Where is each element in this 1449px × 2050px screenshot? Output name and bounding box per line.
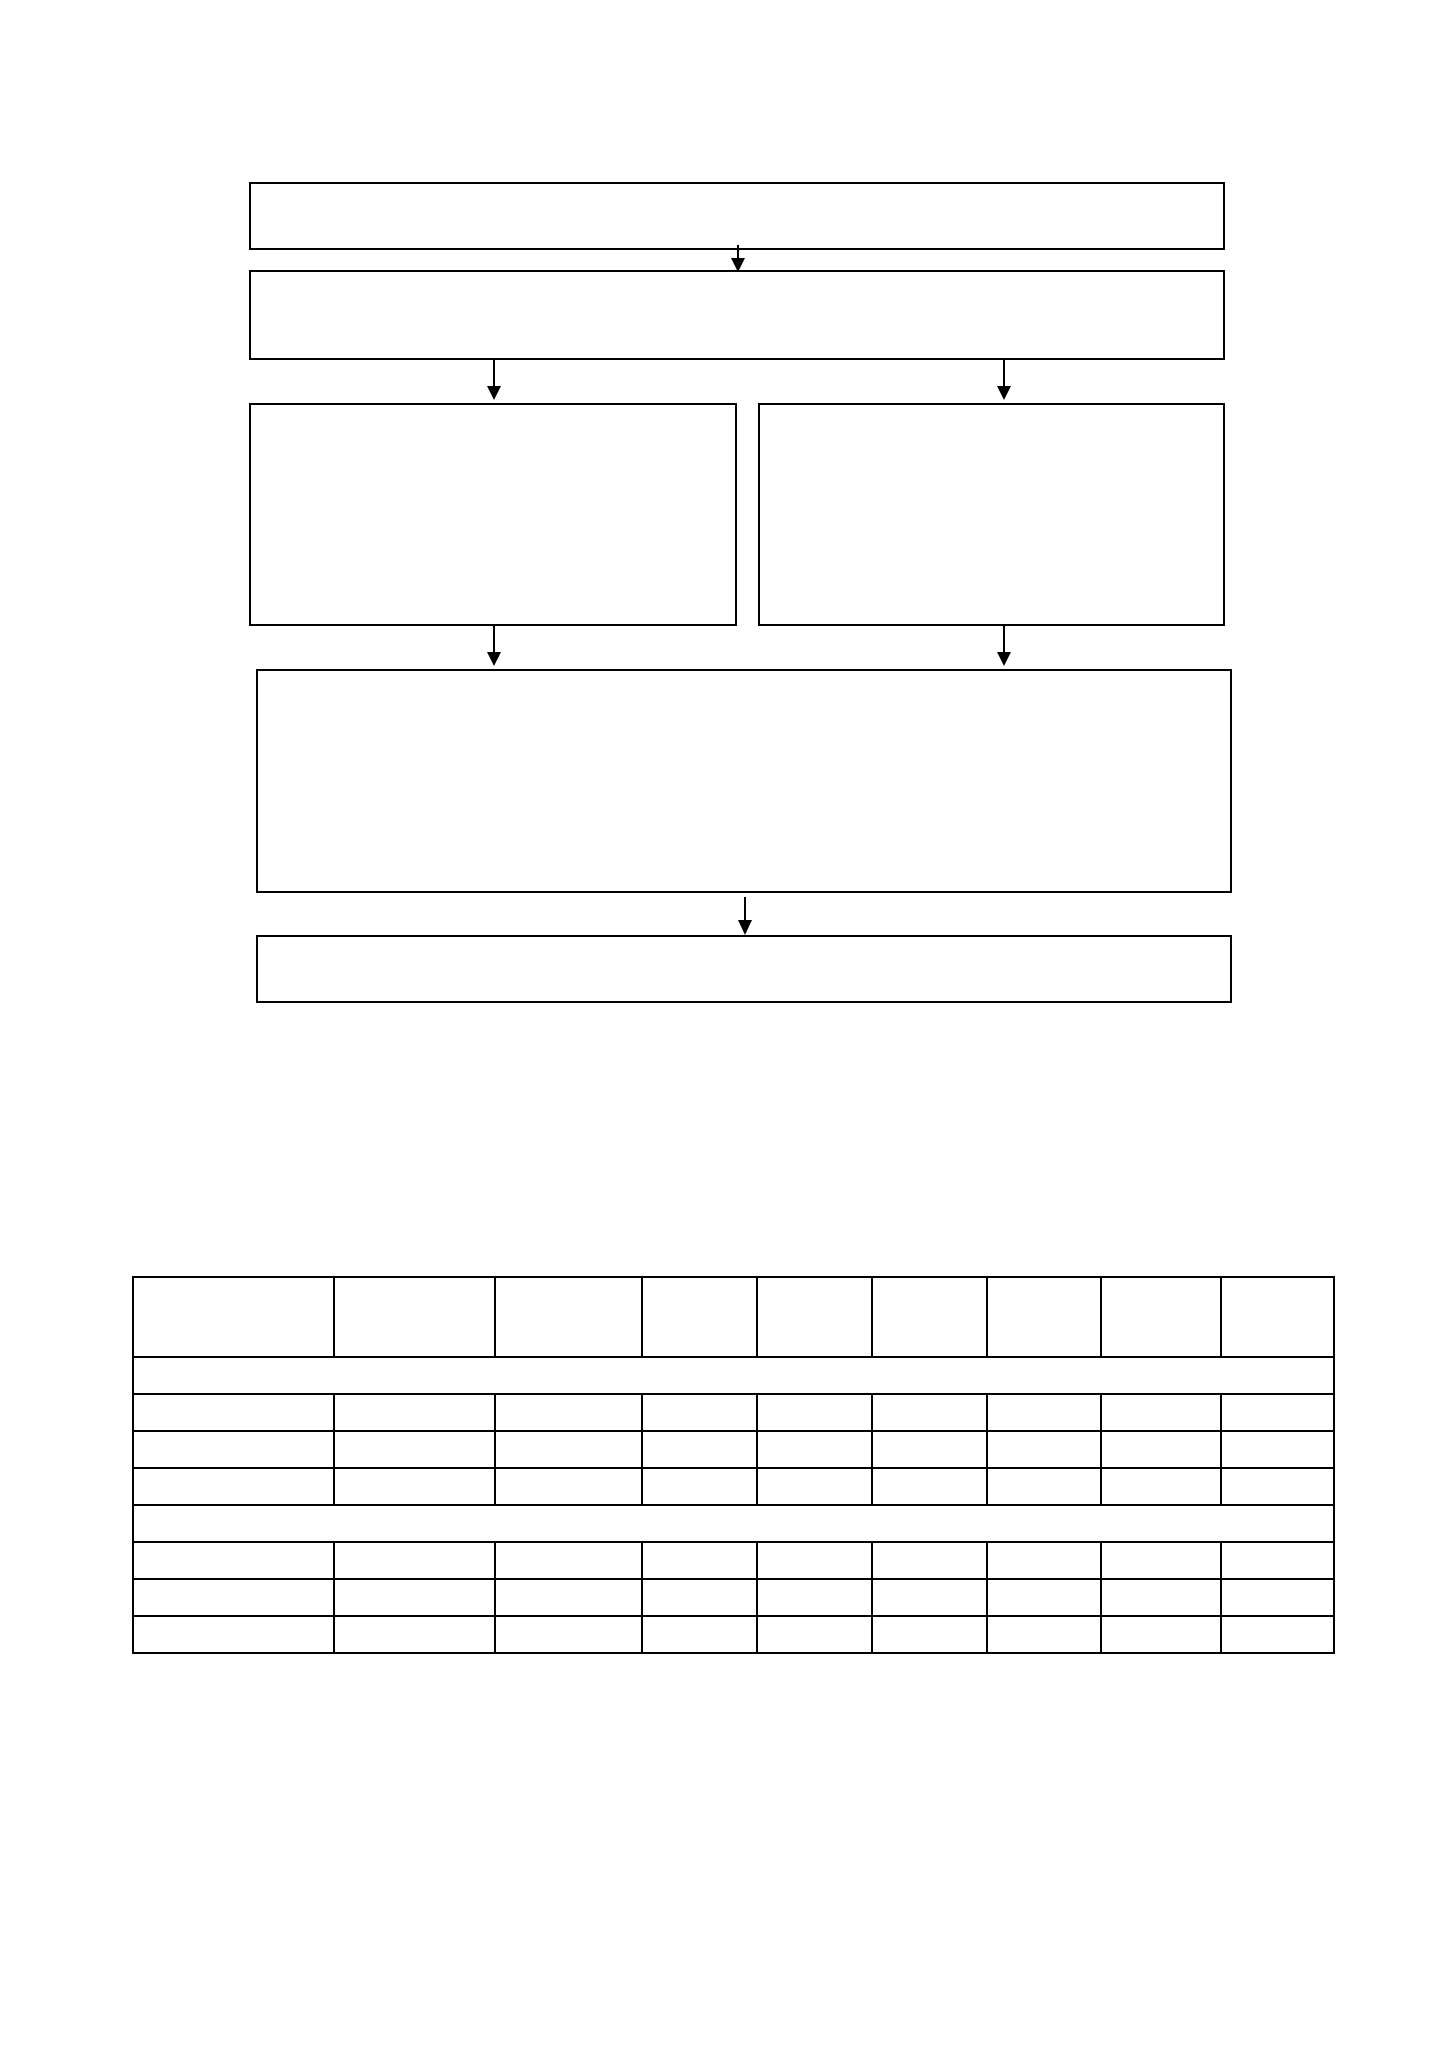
- table-cell: [1101, 1468, 1221, 1505]
- table-cell: [757, 1616, 872, 1653]
- table-cell: [334, 1468, 495, 1505]
- table-row: [133, 1616, 1334, 1653]
- table-cell: [872, 1431, 987, 1468]
- arrow-5-to-6: [738, 897, 752, 935]
- table-cell: [133, 1468, 334, 1505]
- table-row: [133, 1579, 1334, 1616]
- table-section-row: [133, 1357, 1334, 1394]
- table-cell: [642, 1616, 757, 1653]
- table-cell: [334, 1394, 495, 1431]
- table-cell: [642, 1542, 757, 1579]
- table-cell: [987, 1468, 1101, 1505]
- table-cell: [872, 1542, 987, 1579]
- table-row: [133, 1468, 1334, 1505]
- table-cell: [1221, 1542, 1334, 1579]
- table-cell: [133, 1616, 334, 1653]
- table-header-cell: [757, 1277, 872, 1357]
- table-cell: [642, 1394, 757, 1431]
- table-cell: [757, 1431, 872, 1468]
- table-cell: [642, 1579, 757, 1616]
- table-row: [133, 1431, 1334, 1468]
- table-cell: [757, 1468, 872, 1505]
- table-section-cell: [133, 1357, 1334, 1394]
- table-cell: [987, 1431, 1101, 1468]
- table-cell: [1221, 1579, 1334, 1616]
- flowchart-box-2: [249, 270, 1225, 360]
- table-row: [133, 1394, 1334, 1431]
- table-header-cell: [642, 1277, 757, 1357]
- table-cell: [1221, 1394, 1334, 1431]
- flowchart-box-1: [249, 182, 1225, 250]
- arrow-2-to-4: [997, 360, 1011, 400]
- table-cell: [133, 1542, 334, 1579]
- table-cell: [1221, 1468, 1334, 1505]
- arrow-3-to-5: [487, 626, 501, 666]
- table-cell: [757, 1579, 872, 1616]
- table-header-cell: [334, 1277, 495, 1357]
- table-cell: [1101, 1542, 1221, 1579]
- table-cell: [642, 1431, 757, 1468]
- flowchart-box-6: [256, 935, 1232, 1003]
- table-header-cell: [1101, 1277, 1221, 1357]
- table-header-cell: [1221, 1277, 1334, 1357]
- table-cell: [334, 1431, 495, 1468]
- table-header-cell: [872, 1277, 987, 1357]
- table-section-cell: [133, 1505, 1334, 1542]
- table-cell: [757, 1394, 872, 1431]
- table-cell: [872, 1468, 987, 1505]
- table-cell: [334, 1616, 495, 1653]
- table-header-cell: [495, 1277, 642, 1357]
- table-cell: [133, 1431, 334, 1468]
- table-cell: [987, 1616, 1101, 1653]
- table-cell: [1221, 1431, 1334, 1468]
- flowchart-box-5: [256, 669, 1232, 893]
- table-cell: [757, 1542, 872, 1579]
- table-cell: [133, 1394, 334, 1431]
- table-cell: [495, 1579, 642, 1616]
- table-cell: [872, 1616, 987, 1653]
- table-cell: [334, 1542, 495, 1579]
- table-cell: [495, 1542, 642, 1579]
- table-cell: [495, 1394, 642, 1431]
- table-cell: [987, 1542, 1101, 1579]
- table-section-row: [133, 1505, 1334, 1542]
- flowchart-box-4-right: [758, 403, 1225, 626]
- table-cell: [872, 1394, 987, 1431]
- table-header-row: [133, 1277, 1334, 1357]
- table-cell: [1101, 1616, 1221, 1653]
- table-row: [133, 1542, 1334, 1579]
- arrow-4-to-5: [997, 626, 1011, 666]
- table-header-cell: [987, 1277, 1101, 1357]
- table-cell: [872, 1579, 987, 1616]
- table-cell: [495, 1616, 642, 1653]
- table-cell: [987, 1579, 1101, 1616]
- table-cell: [1101, 1579, 1221, 1616]
- table-cell: [133, 1579, 334, 1616]
- table-cell: [642, 1468, 757, 1505]
- table-cell: [334, 1579, 495, 1616]
- data-table: [132, 1276, 1335, 1654]
- table-cell: [1101, 1394, 1221, 1431]
- table-cell: [1221, 1616, 1334, 1653]
- table-cell: [495, 1468, 642, 1505]
- table-cell: [987, 1394, 1101, 1431]
- table-header-cell: [133, 1277, 334, 1357]
- arrow-2-to-3: [487, 360, 501, 400]
- table-cell: [1101, 1431, 1221, 1468]
- table-cell: [495, 1431, 642, 1468]
- flowchart-box-3-left: [249, 403, 737, 626]
